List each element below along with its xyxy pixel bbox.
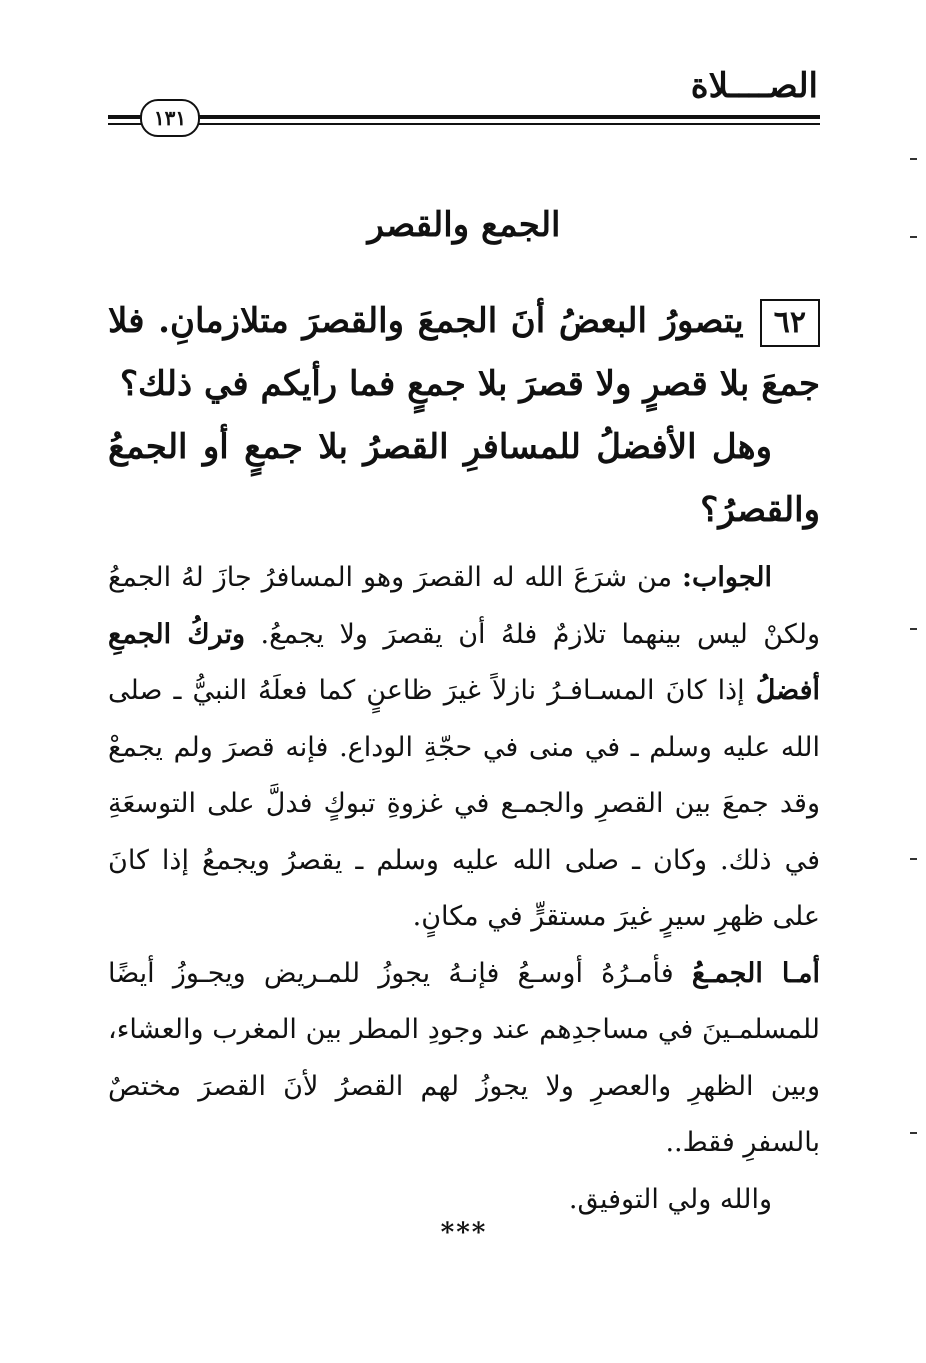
section-title: الجمع والقصر — [367, 205, 561, 245]
margin-mark — [910, 158, 917, 160]
separator-stars: *** — [440, 1218, 488, 1248]
answer-paragraph-2 — [108, 946, 820, 1172]
answer-text-1a: من شرَعَ الله له القصرَ وهو المسافرُ جازَ لهُ الجمعُ ولكنْ ليس بينهما تلازمٌ فلهُ أن يقصرَ ولا يجمعُ. — [108, 562, 821, 650]
question-paragraph-1 — [108, 290, 820, 416]
header-rule-thin — [108, 123, 820, 125]
running-title: الصــــلاة — [690, 66, 818, 106]
question-paragraph-2: وهل الأفضلُ للمسافرِ القصرُ بلا جمعٍ أو الجمعُ والقصرُ؟ — [108, 427, 820, 530]
header-rule-thick — [108, 115, 820, 119]
answer-closing: والله ولي التوفيق. — [568, 1183, 772, 1215]
answer-paragraph-1 — [108, 550, 820, 946]
question-number: ٦٢ — [760, 299, 820, 347]
margin-mark — [910, 236, 917, 238]
answer-text-2: فأمـرُهُ أوسـعُ فإنـهُ يجوزُ للمـريض ويجـوزُ أيضًا للمسلمـينَ في مساجدِهم عند وجودِ المطر بين المغرب والعشاء، وبين الظهرِ والعصرِ ولا يجوزُ لهم القصرُ لأنَ القصرَ مختصٌ بالسفرِ فقط.. — [108, 957, 820, 1158]
question-block — [108, 290, 820, 542]
answer-label: الجواب: — [682, 562, 772, 593]
page-number: ١٣١ — [140, 99, 200, 137]
answer-emphasis-1: وتركُ الجمعِ أفضلُ — [108, 618, 820, 706]
margin-mark — [910, 628, 917, 630]
answer-text-1b: إذا كانَ المسـافـرُ نازلاً غيرَ ظاعنٍ كما فعلَهُ النبيُّ ـ صلى الله عليه وسلم ـ في منى في حجّةِ الوداع. فإنه قصرَ ولم يجمعْ وقد جمعَ بين القصرِ والجمـع في غزوةِ تبوكٍ فدلَّ على التوسعَةِ في ذلك. وكان ـ صلى الله عليه وسلم ـ يقصرُ ويجمعُ إذا كانَ على ظهرِ سيرٍ غيرَ مستقرٍّ في مكانٍ. — [108, 675, 820, 932]
answer-block — [108, 550, 820, 1228]
answer-emphasis-2: أمـا الجمـعُ — [691, 957, 820, 989]
question-text-1: يتصورُ البعضُ أنَ الجمعَ والقصرَ متلازمانِ. فلا جمعَ بلا قصرٍ ولا قصرَ بلا جمعٍ فما رأيكم في ذلك؟ — [108, 301, 820, 404]
margin-mark — [910, 1132, 917, 1134]
margin-mark — [910, 858, 917, 860]
